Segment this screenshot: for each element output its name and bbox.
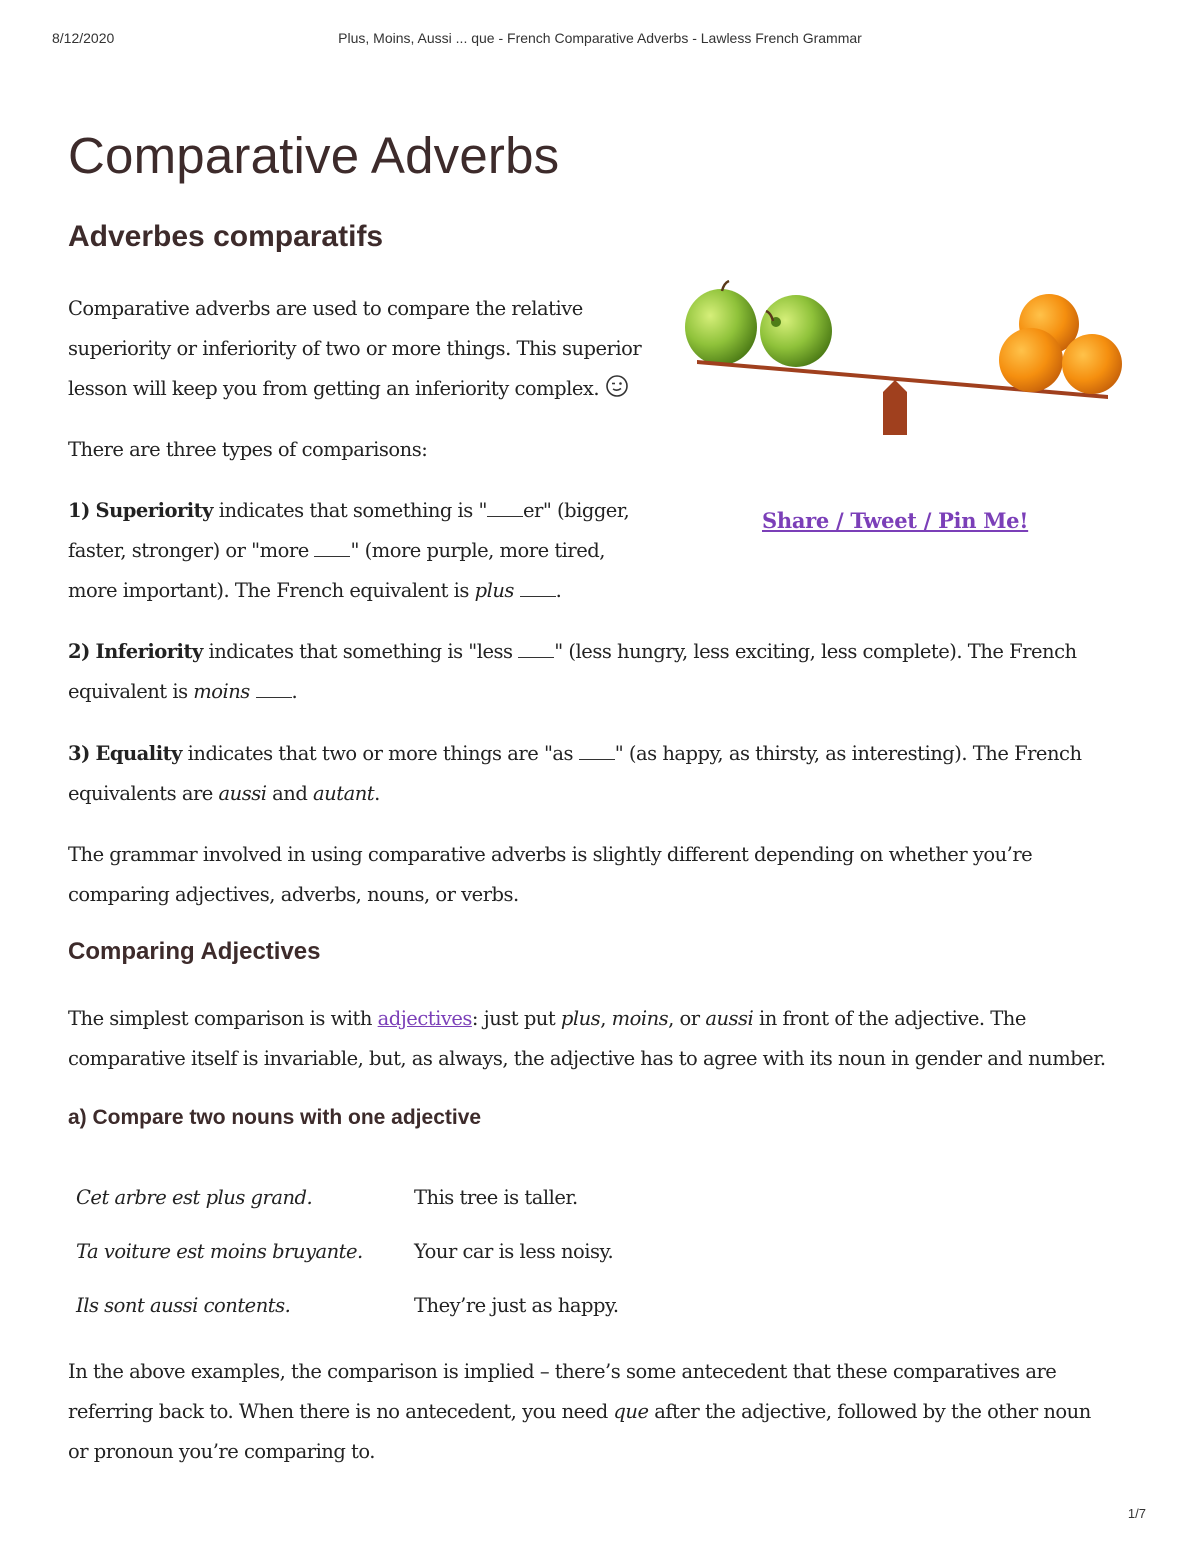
- equality-term: Equality: [95, 742, 182, 765]
- text: or pronoun you’re comparing to.: [68, 1440, 375, 1463]
- text: " (less hungry, less exciting, less complete). The French: [554, 640, 1077, 663]
- table-row: [68, 1170, 627, 1224]
- wink-emoji-icon: [605, 372, 629, 412]
- text: indicates that something is ": [213, 499, 487, 522]
- comparing-adjectives-paragraph: [68, 999, 1106, 1079]
- print-date: 8/12/2020: [52, 30, 115, 46]
- text: " (as happy, as thirsty, as interesting). The French: [614, 742, 1082, 765]
- intro-line: Comparative adverbs are used to compare the relative: [68, 297, 583, 320]
- example-french: Ta voiture est moins bruyante.: [76, 1239, 363, 1263]
- text: faster, stronger) or "more: [68, 539, 315, 562]
- text: and: [266, 782, 314, 805]
- text: referring back to. When there is no antecedent, you need: [68, 1400, 614, 1423]
- french-word: aussi: [705, 1007, 754, 1030]
- french-word: plus: [474, 579, 514, 602]
- equality-paragraph: [68, 734, 1082, 814]
- blank-line: [256, 683, 292, 698]
- page-subtitle: Adverbes comparatifs: [68, 220, 384, 253]
- share-link[interactable]: Share / Tweet / Pin Me!: [762, 508, 1029, 533]
- text: The grammar involved in using comparative adverbs is slightly different depending on whether you’re: [68, 843, 1033, 866]
- inferiority-paragraph: [68, 632, 1077, 712]
- table-row: [68, 1224, 627, 1278]
- french-word: aussi: [218, 782, 267, 805]
- example-french: Ils sont aussi contents.: [76, 1293, 291, 1317]
- text: after the adjective, followed by the other noun: [648, 1400, 1091, 1423]
- apple-icon: [760, 295, 832, 367]
- text: , or: [668, 1007, 706, 1030]
- french-word: que: [613, 1400, 649, 1423]
- intro-paragraph: [68, 289, 641, 412]
- page-number: 1/7: [1127, 1506, 1146, 1521]
- text: in front of the adjective. The: [753, 1007, 1026, 1030]
- superiority-term: Superiority: [95, 499, 214, 522]
- blank-line: [520, 582, 556, 597]
- blank-line: [487, 502, 523, 517]
- text: equivalent is: [68, 680, 194, 703]
- intro-line: lesson will keep you from getting an inferiority complex.: [68, 377, 600, 400]
- text: equivalents are: [68, 782, 219, 805]
- example-english: Your car is less noisy.: [414, 1239, 614, 1263]
- text: indicates that something is "less: [202, 640, 519, 663]
- adjectives-link[interactable]: adjectives: [377, 1007, 472, 1030]
- text: The simplest comparison is with: [68, 1007, 378, 1030]
- example-english: This tree is taller.: [414, 1185, 578, 1209]
- text: .: [291, 680, 298, 703]
- closing-paragraph: [68, 1352, 1091, 1472]
- table-row: [68, 1278, 627, 1332]
- text: : just put: [471, 1007, 561, 1030]
- orange-icon: [1062, 334, 1122, 394]
- french-word: moins: [611, 1007, 669, 1030]
- blank-line: [579, 745, 615, 760]
- examples-table: [68, 1170, 627, 1332]
- blank-line: [518, 643, 554, 658]
- orange-icon: [999, 328, 1063, 392]
- grammar-note: [68, 835, 1032, 915]
- french-word: autant: [313, 782, 375, 805]
- compare-two-nouns-heading: a) Compare two nouns with one adjective: [68, 1106, 482, 1129]
- text: In the above examples, the comparison is implied – there’s some antecedent that these comparatives are: [68, 1360, 1057, 1383]
- text: .: [374, 782, 380, 805]
- page-title: Comparative Adverbs: [68, 127, 560, 184]
- text: .: [555, 579, 562, 602]
- superiority-paragraph: [68, 491, 629, 611]
- text: comparing adjectives, adverbs, nouns, or verbs.: [68, 883, 519, 906]
- french-word: moins: [193, 680, 250, 703]
- types-intro: There are three types of comparisons:: [68, 438, 428, 461]
- superiority-number: 1): [68, 499, 90, 522]
- blank-line: [314, 542, 350, 557]
- text: comparative itself is invariable, but, as always, the adjective has to agree with its noun in gender and number.: [68, 1047, 1106, 1070]
- comparing-adjectives-heading: Comparing Adjectives: [68, 938, 321, 965]
- seesaw-illustration: [680, 280, 1140, 449]
- example-french: Cet arbre est plus grand.: [76, 1185, 313, 1209]
- text: more important). The French equivalent is: [68, 579, 475, 602]
- intro-line: superiority or inferiority of two or more things. This superior: [68, 337, 642, 360]
- text: er" (bigger,: [522, 499, 630, 522]
- example-english: They’re just as happy.: [414, 1293, 619, 1317]
- seesaw-fulcrum: [883, 380, 907, 435]
- inferiority-number: 2): [68, 640, 90, 663]
- apple-icon: [685, 281, 757, 365]
- text: indicates that two or more things are "as: [181, 742, 579, 765]
- print-page-title: Plus, Moins, Aussi ... que - French Comparative Adverbs - Lawless French Grammar: [338, 30, 862, 46]
- text: ,: [600, 1007, 612, 1030]
- inferiority-term: Inferiority: [95, 640, 203, 663]
- equality-number: 3): [68, 742, 90, 765]
- text: " (more purple, more tired,: [350, 539, 605, 562]
- french-word: plus: [560, 1007, 601, 1030]
